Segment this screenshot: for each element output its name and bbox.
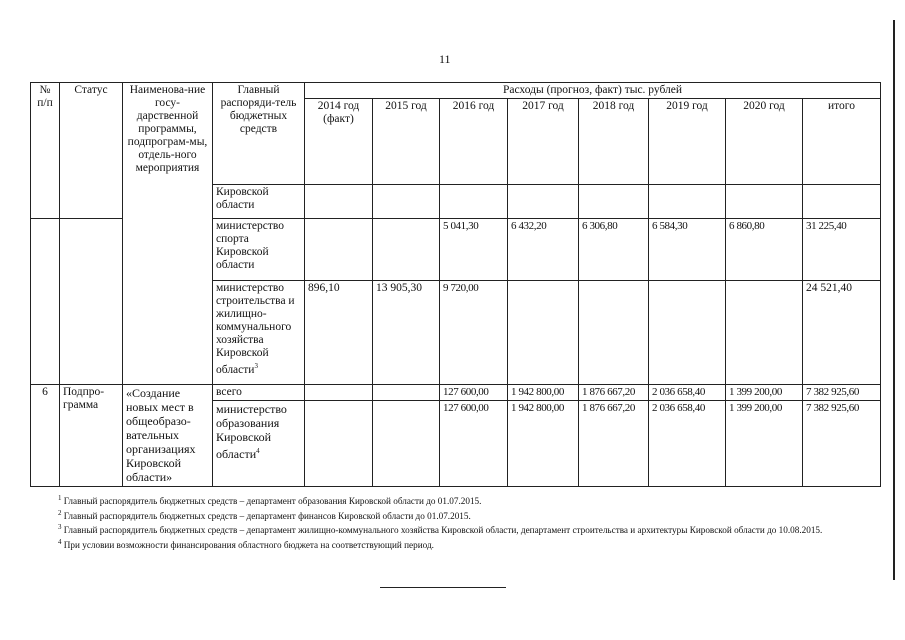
row-value: 6 860,80 xyxy=(726,219,803,281)
footnote: $^2$ Главный распорядитель бюджетных средств – департамент финансов Кировской области до 01.07.2015. xyxy=(58,508,471,521)
table-row xyxy=(31,385,881,401)
header-year: 2019 год xyxy=(649,99,726,185)
page-number: 11 xyxy=(439,52,451,66)
row-status: Подпро-грамма xyxy=(60,385,123,487)
row-value: 31 225,40 xyxy=(803,219,881,281)
bottom-divider xyxy=(380,587,506,588)
header-year: 2016 год xyxy=(440,99,508,185)
header-year: 2015 год xyxy=(373,99,440,185)
header-year: 2018 год xyxy=(579,99,649,185)
row-value: 127 600,00 xyxy=(440,385,508,401)
row-value: 1 942 800,00 xyxy=(508,401,579,487)
row-status xyxy=(60,219,123,385)
row-value: 6 306,80 xyxy=(579,219,649,281)
row-value xyxy=(305,185,373,219)
row-value: 1 399 200,00 xyxy=(726,401,803,487)
row-value: 1 399 200,00 xyxy=(726,385,803,401)
table-header-row xyxy=(31,83,881,99)
row-value xyxy=(305,385,373,401)
footnote: $^3$ Главный распорядитель бюджетных средств – департамент жилищно-коммунального хозяйства Кировской области, департамент строительства и архитектуры Кировской области до 10.08.2015. xyxy=(58,523,823,536)
row-value: 1 942 800,00 xyxy=(508,385,579,401)
header-expenses: Расходы (прогноз, факт) тыс. рублей xyxy=(305,83,881,99)
row-value xyxy=(373,185,440,219)
row-value xyxy=(726,185,803,219)
budget-table xyxy=(30,82,881,487)
row-manager: Кировской области xyxy=(213,185,305,219)
header-year: 2014 год (факт) xyxy=(305,99,373,185)
header-year: итого xyxy=(803,99,881,185)
row-value: 2 036 658,40 xyxy=(649,385,726,401)
row-value: 13 905,30 xyxy=(373,281,440,385)
row-value: 127 600,00 xyxy=(440,401,508,487)
row-value: 7 382 925,60 xyxy=(803,401,881,487)
row-value xyxy=(440,185,508,219)
row-value: 896,10 xyxy=(305,281,373,385)
row-value xyxy=(373,385,440,401)
row-value: 24 521,40 xyxy=(803,281,881,385)
row-value: 7 382 925,60 xyxy=(803,385,881,401)
footnote: $^4$ При условии возможности финансирования областного бюджета на соответствующий период. xyxy=(58,537,434,550)
row-manager: министерство спорта Кировской области xyxy=(213,219,305,281)
footnote: $^1$ Главный распорядитель бюджетных средств – департамент образования Кировской области до 01.07.2015. xyxy=(58,494,482,507)
row-no xyxy=(31,219,60,385)
row-value xyxy=(803,185,881,219)
row-manager: всего xyxy=(213,385,305,401)
row-value xyxy=(649,185,726,219)
row-value xyxy=(508,185,579,219)
row-value: 6 432,20 xyxy=(508,219,579,281)
page-edge-line xyxy=(893,20,895,580)
row-value: 1 876 667,20 xyxy=(579,385,649,401)
header-program-name: Наименова-ние госу-дарственной программы, подпрограм-мы, отдель-ного мероприятия xyxy=(123,83,213,385)
header-no: № п/п xyxy=(31,83,60,219)
row-program-name: «Создание новых мест в общеобразо-вательных организациях Кировской области» xyxy=(123,385,213,487)
row-value xyxy=(649,281,726,385)
row-value: 9 720,00 xyxy=(440,281,508,385)
row-value xyxy=(579,281,649,385)
row-value xyxy=(305,219,373,281)
row-value xyxy=(373,401,440,487)
row-value: 1 876 667,20 xyxy=(579,401,649,487)
row-manager: министерство образования Кировской области$^4$ xyxy=(213,401,305,487)
row-no: 6 xyxy=(31,385,60,487)
header-status: Статус xyxy=(60,83,123,219)
header-manager: Главный распоряди-тель бюджетных средств xyxy=(213,83,305,185)
row-value: 6 584,30 xyxy=(649,219,726,281)
header-year: 2020 год xyxy=(726,99,803,185)
row-value xyxy=(726,281,803,385)
row-value xyxy=(508,281,579,385)
row-value xyxy=(373,219,440,281)
row-value xyxy=(579,185,649,219)
row-value xyxy=(305,401,373,487)
footnotes xyxy=(30,493,880,551)
header-year: 2017 год xyxy=(508,99,579,185)
row-manager: министерство строительства и жилищно-коммунального хозяйства Кировской области$^3$ xyxy=(213,281,305,385)
row-value: 5 041,30 xyxy=(440,219,508,281)
row-value: 2 036 658,40 xyxy=(649,401,726,487)
